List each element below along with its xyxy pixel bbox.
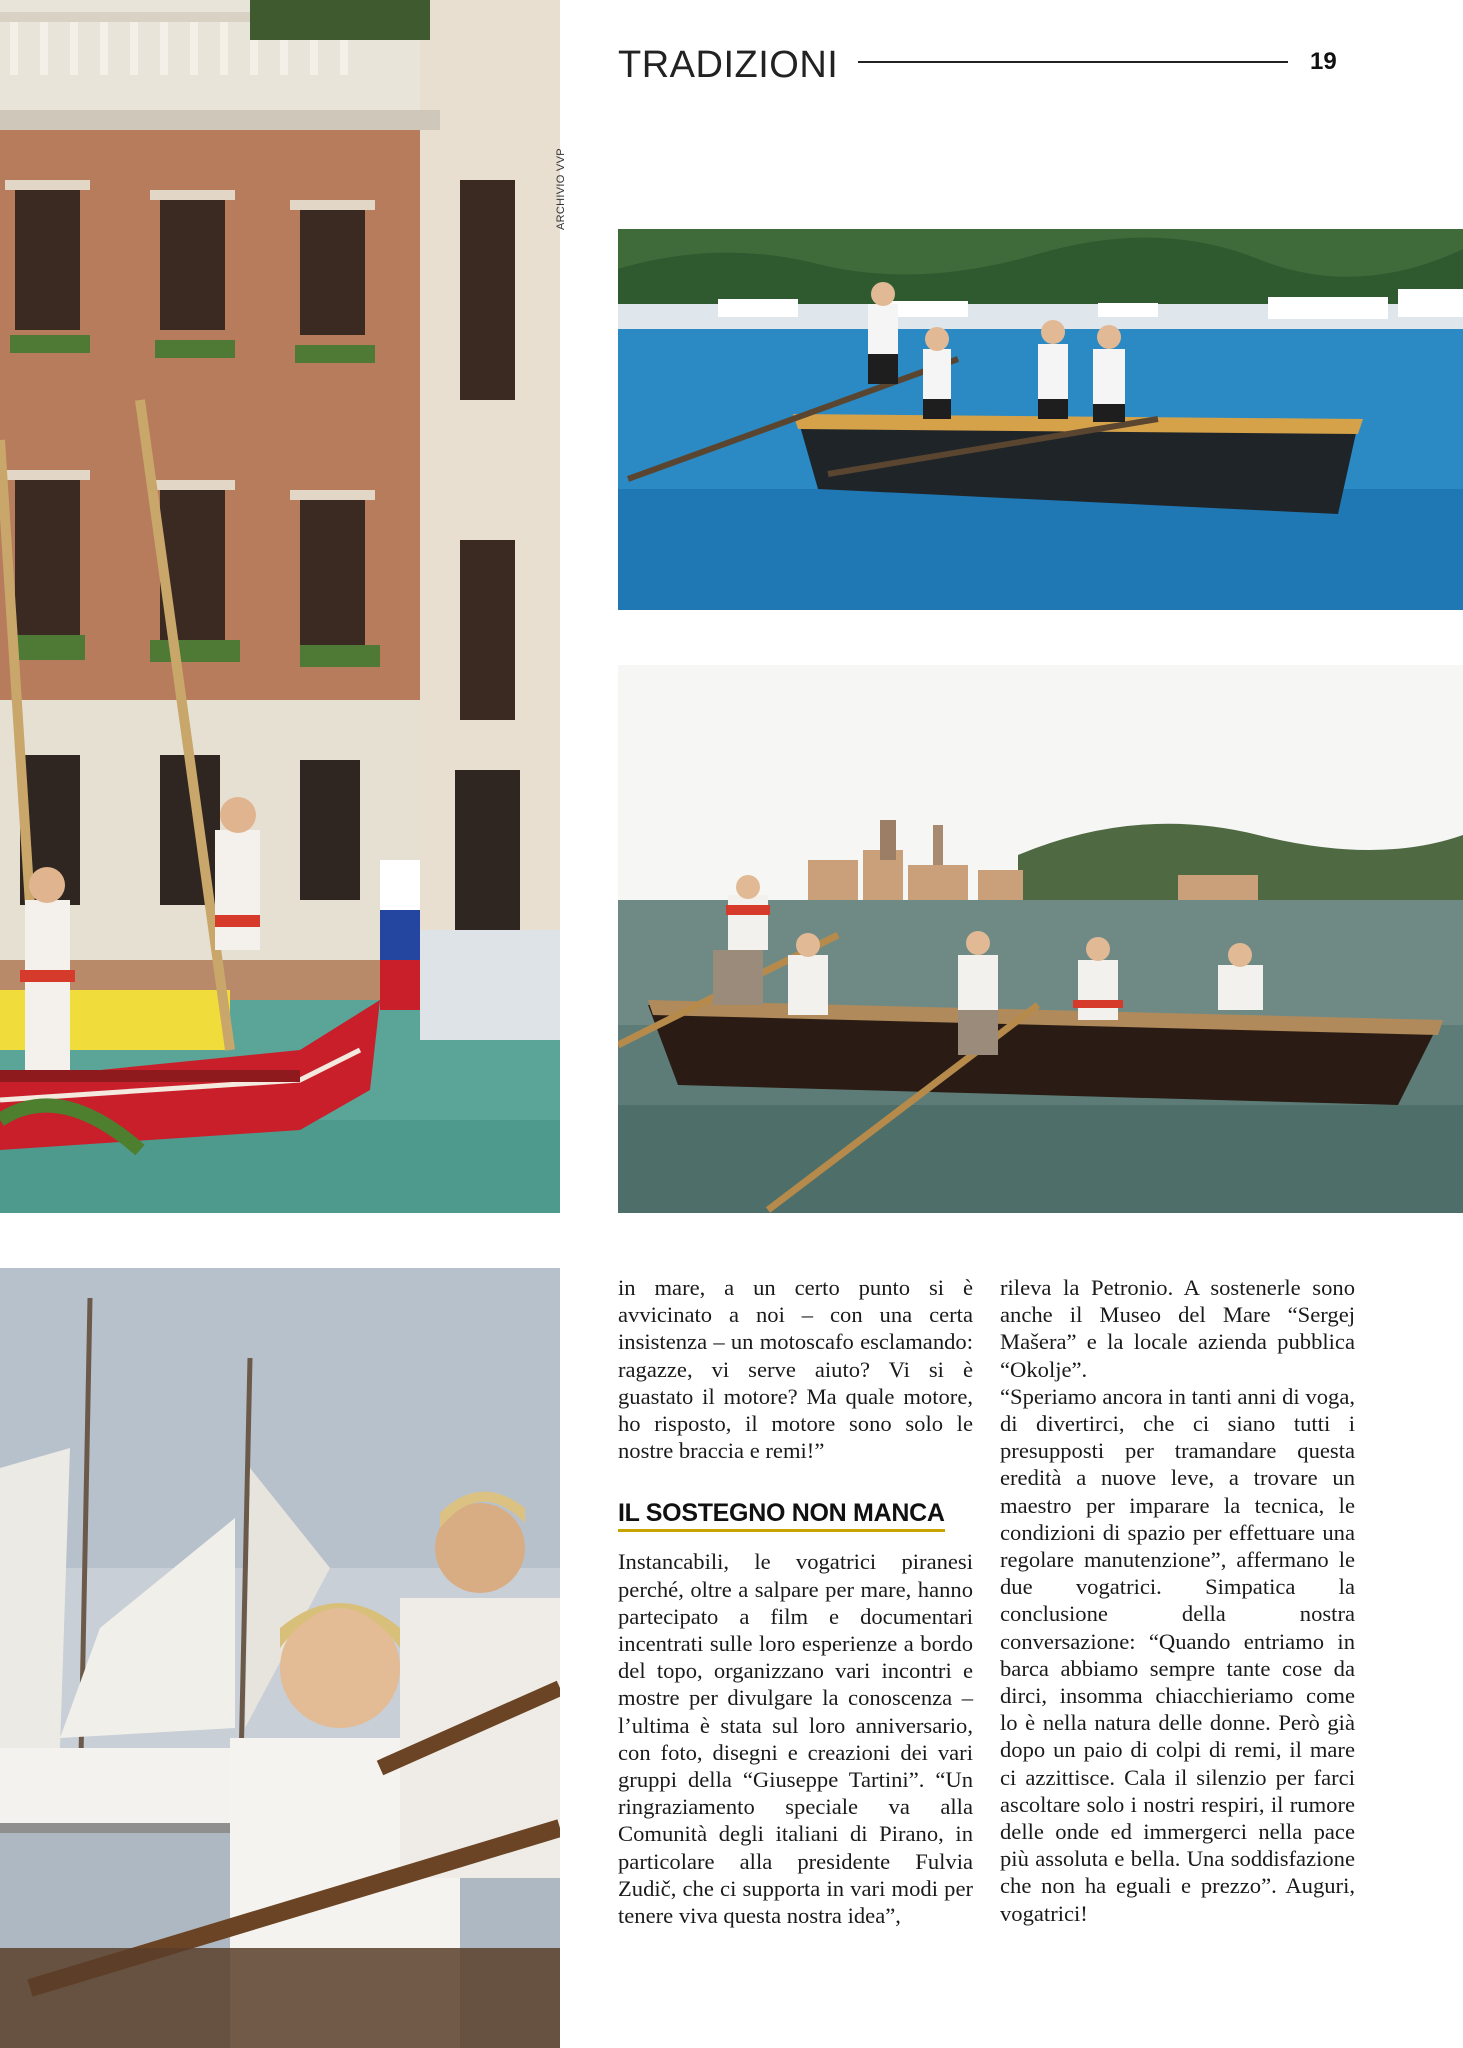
section-title: TRADIZIONI — [618, 44, 839, 86]
article-paragraph: Instancabili, le vogatrici piranesi perché, oltre a salpare per mare, hanno partecipato a film e documentari incentrati sulle loro esperienze a bordo del topo, organizzano vari incontri e mostre per divulgare la conoscenza – l’ultima è stata sul loro anniversario, con foto, disegni e creazioni dei vari gruppi della “Giuseppe Tartini”. “Un ringraziamento speciale va alla Comunità degli italiani di Pirano, in particolare alla presidente Fulvia Zudič, che ci supporta in vari modi per tenere viva questa nostra idea”, — [618, 1549, 973, 1929]
article-column-right — [1000, 1274, 1355, 1927]
article-column-left — [618, 1274, 973, 1929]
women-rowing-boat-near-piran-photo — [618, 665, 1463, 1213]
venice-grand-canal-regatta-photo — [0, 0, 560, 1213]
photo-credit: ARCHIVIO VVP — [555, 148, 567, 230]
article-paragraph: “Speriamo ancora in tanti anni di voga, di divertirci, che ci siano tutti i presupposti per tramandare questa eredità a nuove leve, a trovare un maestro per imparare la tecnica, le condizioni di spazio per effettuare una regolare manutenzione”, affermano le due vogatrici. Simpatica la conclusione della nostra conversazione: “Quando entriamo in barca abbiamo sempre tante cose da dirci, insomma chiacchieriamo come lo è nella natura delle donne. Però già dopo un paio di colpi di remi, il mare ci azzittisce. Cala il silenzio per farci ascoltare solo i nostri respiri, il rumore delle onde ed immergerci nella pace più assoluta e bella. Una soddisfazione che non ha eguali e prezzo”. Auguri, vogatrici! — [1000, 1383, 1355, 1926]
article-paragraph: rileva la Petronio. A sostenerle sono anche il Museo del Mare “Sergej Mašera” e la locale azienda pubblica “Okolje”. — [1000, 1275, 1355, 1382]
rowers-closeup-with-sailboat-photo — [0, 1268, 560, 2048]
article-paragraph: in mare, a un certo punto si è avvicinato a noi – con una certa insistenza – un motoscafo esclamando: ragazze, vi serve aiuto? Vi si è guastato il motore? Ma quale motore, ho risposto, il motore sono solo le nostre braccia e remi!” — [618, 1275, 973, 1464]
header-rule — [858, 61, 1288, 63]
page-number: 19 — [1310, 48, 1337, 75]
women-rowing-boat-at-sea-photo — [618, 229, 1463, 610]
subheading: IL SOSTEGNO NON MANCA — [618, 1498, 945, 1532]
